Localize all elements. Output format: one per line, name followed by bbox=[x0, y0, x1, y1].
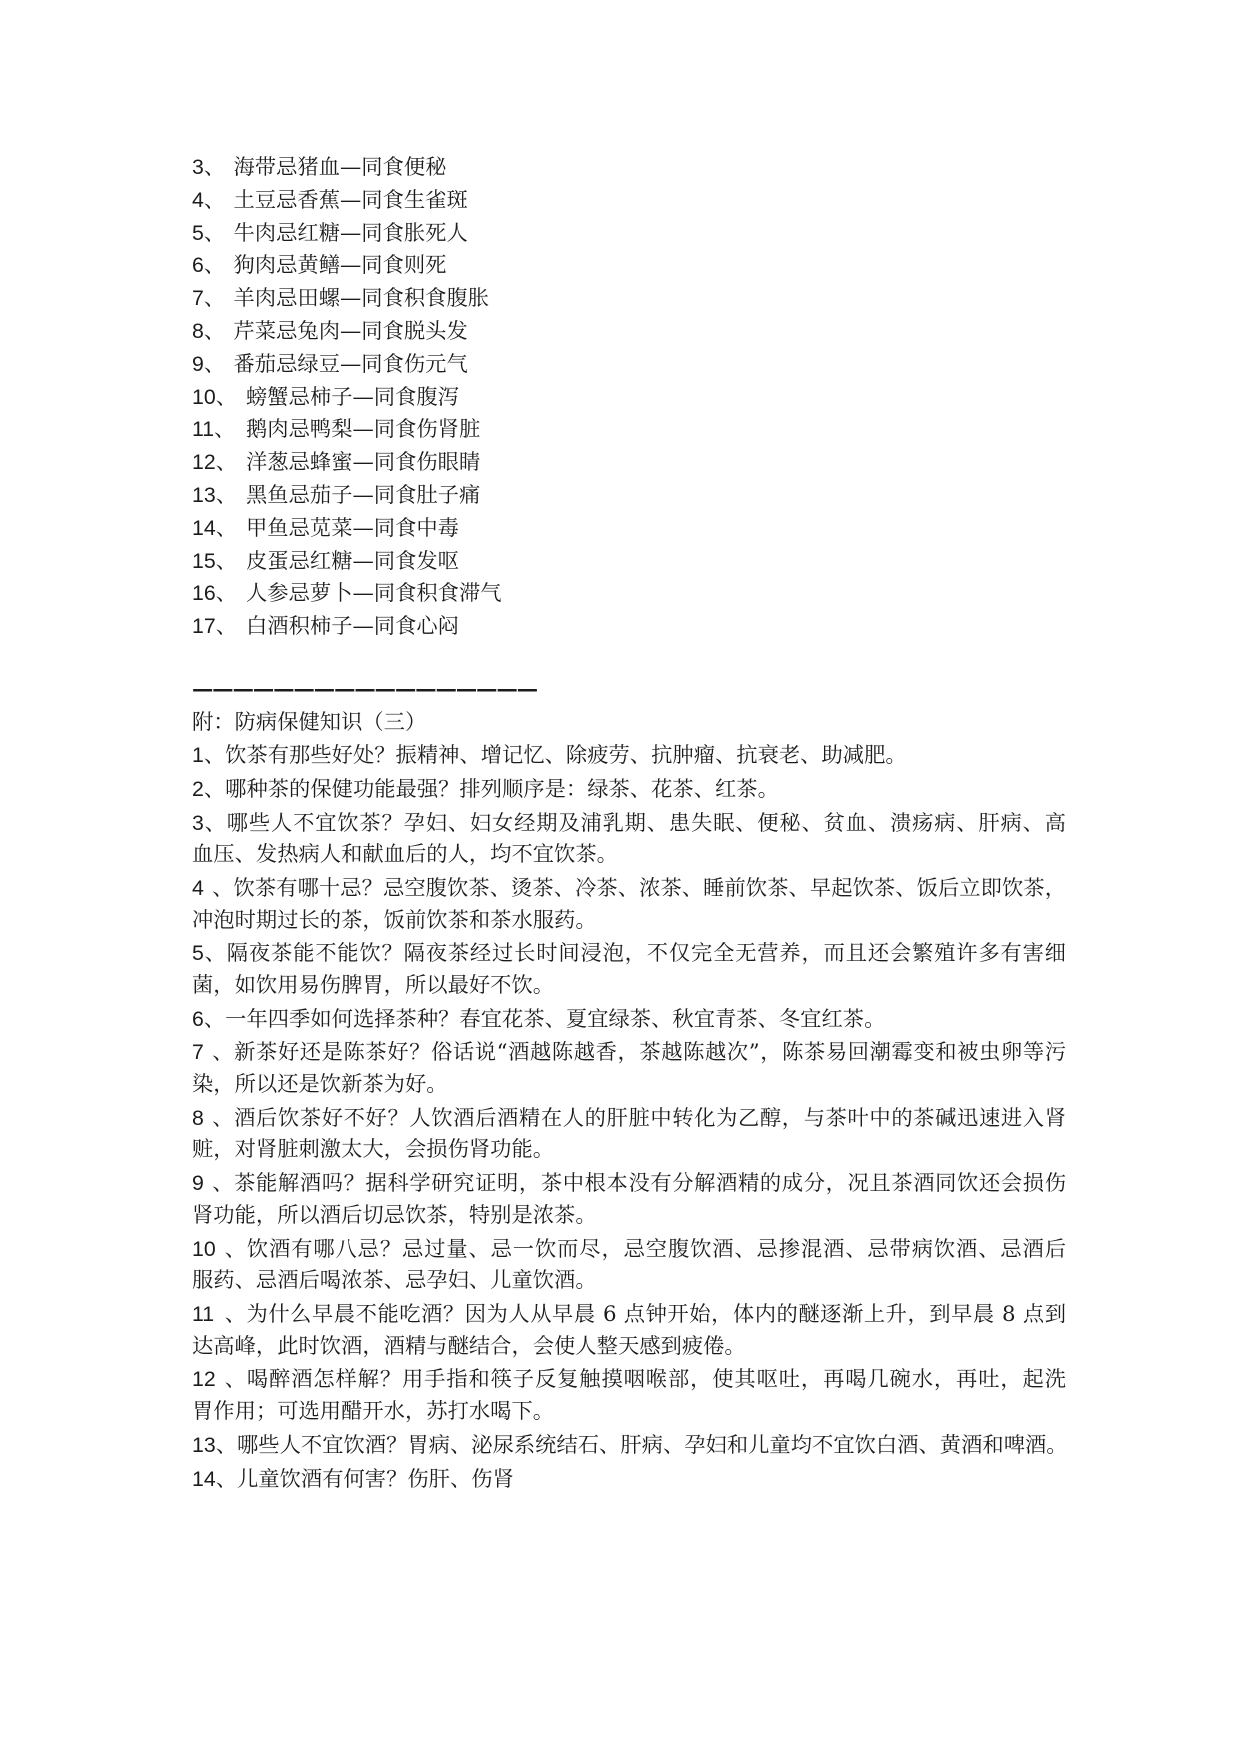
list-number: 12、 bbox=[192, 450, 237, 475]
list-text: 牛肉忌红糖—同食胀死人 bbox=[233, 220, 468, 246]
qa-line: 冲泡时期过长的茶，饭前饮茶和茶水服药。 bbox=[192, 907, 597, 933]
list-text: 人参忌萝卜—同食积食滞气 bbox=[246, 581, 502, 607]
qa-text: 一年四季如何选择茶种？春宜花茶、夏宜绿茶、秋宜青茶、冬宜红茶。 bbox=[225, 1006, 886, 1032]
qa-item bbox=[192, 808, 1066, 871]
qa-line bbox=[192, 774, 1066, 806]
qa-item bbox=[192, 1234, 1066, 1297]
list-text: 黑鱼忌茄子—同食肚子痛 bbox=[246, 482, 481, 508]
qa-line: 血压、发热病人和献血后的人，均不宜饮茶。 bbox=[192, 842, 618, 868]
qa-number: 6、 bbox=[192, 1006, 226, 1031]
list-row bbox=[192, 184, 1066, 217]
list-row bbox=[192, 577, 1066, 610]
qa-text: 饮茶有哪十忌？忌空腹饮茶、烫茶、冷茶、浓茶、睡前饮茶、早起饮茶、饭后立即饮茶， bbox=[233, 875, 1066, 901]
qa-item bbox=[192, 1103, 1066, 1166]
list-row bbox=[192, 479, 1066, 512]
qa-text: 酒后饮茶好不好？人饮酒后酒精在人的肝脏中转化为乙醇，与茶叶中的茶碱迅速进入肾 bbox=[233, 1105, 1066, 1131]
qa-item bbox=[192, 873, 1066, 936]
qa-line bbox=[192, 808, 1066, 840]
qa-item bbox=[192, 774, 1066, 806]
qa-item bbox=[192, 1364, 1066, 1427]
list-text: 白酒积柿子—同食心闷 bbox=[246, 614, 459, 640]
qa-item bbox=[192, 1464, 1066, 1496]
qa-line bbox=[192, 938, 1066, 970]
list-number: 16、 bbox=[192, 581, 237, 606]
list-number: 8、 bbox=[192, 318, 226, 343]
list-text: 鹅肉忌鸭梨—同食伤肾脏 bbox=[246, 417, 481, 443]
qa-line bbox=[192, 740, 1066, 772]
qa-line bbox=[192, 1037, 1066, 1069]
qa-item bbox=[192, 1004, 1066, 1036]
qa-number: 2、 bbox=[192, 776, 226, 801]
qa-text: 新茶好还是陈茶好？俗话说“酒越陈越香，茶越陈越次”，陈茶易回潮霉变和被虫卵等污 bbox=[233, 1040, 1066, 1066]
list-text: 皮蛋忌红糖—同食发呕 bbox=[246, 548, 459, 574]
qa-item bbox=[192, 938, 1066, 1001]
qa-item bbox=[192, 740, 1066, 772]
qa-text: 哪种茶的保健功能最强？排列顺序是：绿茶、花茶、红茶。 bbox=[225, 776, 779, 802]
food-incompatibility-list bbox=[192, 151, 1066, 643]
qa-number: 8、 bbox=[192, 1105, 234, 1130]
qa-text: 隔夜茶能不能饮？隔夜茶经过长时间浸泡，不仅完全无营养，而且还会繁殖许多有害细 bbox=[226, 941, 1066, 967]
list-text: 甲鱼忌苋菜—同食中毒 bbox=[246, 515, 459, 541]
list-row bbox=[192, 545, 1066, 578]
list-row bbox=[192, 249, 1066, 282]
list-number: 9、 bbox=[192, 351, 226, 376]
qa-line: 菌，如饮用易伤脾胃，所以最好不饮。 bbox=[192, 972, 555, 998]
qa-number: 7、 bbox=[192, 1040, 234, 1065]
separator-line: ————————————————— bbox=[192, 677, 538, 702]
list-text: 芹菜忌兔肉—同食脱头发 bbox=[233, 318, 468, 344]
list-number: 10、 bbox=[192, 384, 237, 409]
list-number: 13、 bbox=[192, 482, 237, 507]
list-number: 14、 bbox=[192, 515, 237, 540]
qa-line bbox=[192, 1299, 1066, 1331]
list-row bbox=[192, 512, 1066, 545]
qa-line: 胃作用；可选用醋开水，苏打水喝下。 bbox=[192, 1398, 555, 1424]
qa-number: 11、 bbox=[192, 1301, 246, 1326]
qa-number: 4、 bbox=[192, 875, 234, 900]
list-text: 羊肉忌田螺—同食积食腹胀 bbox=[233, 286, 490, 312]
qa-line: 达高峰，此时饮酒，酒精与醚结合，会使人整天感到疲倦。 bbox=[192, 1333, 746, 1359]
qa-line bbox=[192, 1430, 1066, 1462]
appendix-title: 附：防病保健知识（三） bbox=[192, 709, 427, 735]
qa-line bbox=[192, 1103, 1066, 1135]
list-row bbox=[192, 151, 1066, 184]
qa-list bbox=[192, 740, 1066, 1497]
qa-text: 茶能解酒吗？据科学研究证明，茶中根本没有分解酒精的成分，况且茶酒同饮还会损伤 bbox=[233, 1171, 1066, 1197]
qa-line: 服药、忌酒后喝浓茶、忌孕妇、儿童饮酒。 bbox=[192, 1268, 597, 1294]
list-number: 4、 bbox=[192, 187, 226, 212]
list-text: 螃蟹忌柿子—同食腹泻 bbox=[246, 384, 459, 410]
list-row bbox=[192, 217, 1066, 250]
list-number: 7、 bbox=[192, 286, 226, 311]
list-number: 11、 bbox=[192, 417, 236, 442]
qa-number: 10、 bbox=[192, 1236, 246, 1261]
qa-item bbox=[192, 1037, 1066, 1100]
qa-item bbox=[192, 1299, 1066, 1362]
qa-line: 肾功能，所以酒后切忌饮茶，特别是浓茶。 bbox=[192, 1202, 597, 1228]
qa-line bbox=[192, 1234, 1066, 1266]
qa-item bbox=[192, 1430, 1066, 1462]
list-row bbox=[192, 348, 1066, 381]
list-number: 6、 bbox=[192, 253, 226, 278]
qa-line: 赃，对肾脏刺激太大，会损伤肾功能。 bbox=[192, 1137, 555, 1163]
qa-line: 染，所以还是饮新茶为好。 bbox=[192, 1072, 448, 1098]
qa-number: 3、 bbox=[192, 810, 227, 835]
qa-text: 哪些人不宜饮茶？孕妇、妇女经期及浦乳期、患失眠、便秘、贫血、溃疡病、肝病、高 bbox=[226, 810, 1066, 836]
qa-text: 饮酒有哪八忌？忌过量、忌一饮而尽，忌空腹饮酒、忌掺混酒、忌带病饮酒、忌酒后 bbox=[246, 1236, 1066, 1262]
list-text: 土豆忌香蕉—同食生雀斑 bbox=[233, 187, 468, 213]
list-text: 海带忌猪血—同食便秘 bbox=[233, 155, 447, 180]
qa-number: 14、 bbox=[192, 1466, 237, 1491]
list-text: 狗肉忌黄鳝—同食则死 bbox=[233, 253, 447, 279]
list-text: 番茄忌绿豆—同食伤元气 bbox=[233, 351, 468, 377]
qa-text: 喝醉酒怎样解？用手指和筷子反复触摸咽喉部，使其呕吐，再喝几碗水，再吐，起洗 bbox=[246, 1367, 1066, 1393]
qa-number: 13、 bbox=[192, 1432, 237, 1457]
list-number: 5、 bbox=[192, 220, 226, 245]
list-text: 洋葱忌蜂蜜—同食伤眼睛 bbox=[246, 450, 481, 476]
qa-line bbox=[192, 873, 1066, 905]
list-row bbox=[192, 446, 1066, 479]
qa-text: 儿童饮酒有何害？伤肝、伤肾 bbox=[237, 1466, 514, 1492]
list-row bbox=[192, 315, 1066, 348]
list-number: 15、 bbox=[192, 548, 237, 573]
qa-number: 9、 bbox=[192, 1171, 234, 1196]
qa-line bbox=[192, 1004, 1066, 1036]
qa-number: 5、 bbox=[192, 941, 227, 966]
list-row bbox=[192, 381, 1066, 414]
qa-text: 哪些人不宜饮酒？胃病、泌尿系统结石、肝病、孕妇和儿童均不宜饮白酒、黄酒和啤酒。 bbox=[237, 1432, 1068, 1458]
list-row bbox=[192, 282, 1066, 315]
list-row bbox=[192, 610, 1066, 643]
qa-number: 12、 bbox=[192, 1367, 246, 1392]
qa-line bbox=[192, 1364, 1066, 1396]
qa-item bbox=[192, 1168, 1066, 1231]
list-row bbox=[192, 413, 1066, 446]
qa-line bbox=[192, 1168, 1066, 1200]
qa-number: 1、 bbox=[192, 743, 226, 767]
list-number: 17、 bbox=[192, 614, 237, 639]
qa-text: 为什么早晨不能吃酒？因为人从早晨 6 点钟开始，体内的醚逐渐上升，到早晨 8 点到 bbox=[246, 1301, 1066, 1327]
qa-text: 饮茶有那些好处？振精神、增记忆、除疲劳、抗肿瘤、抗衰老、助减肥。 bbox=[225, 743, 907, 768]
qa-line bbox=[192, 1464, 1066, 1496]
list-number: 3、 bbox=[192, 155, 226, 179]
